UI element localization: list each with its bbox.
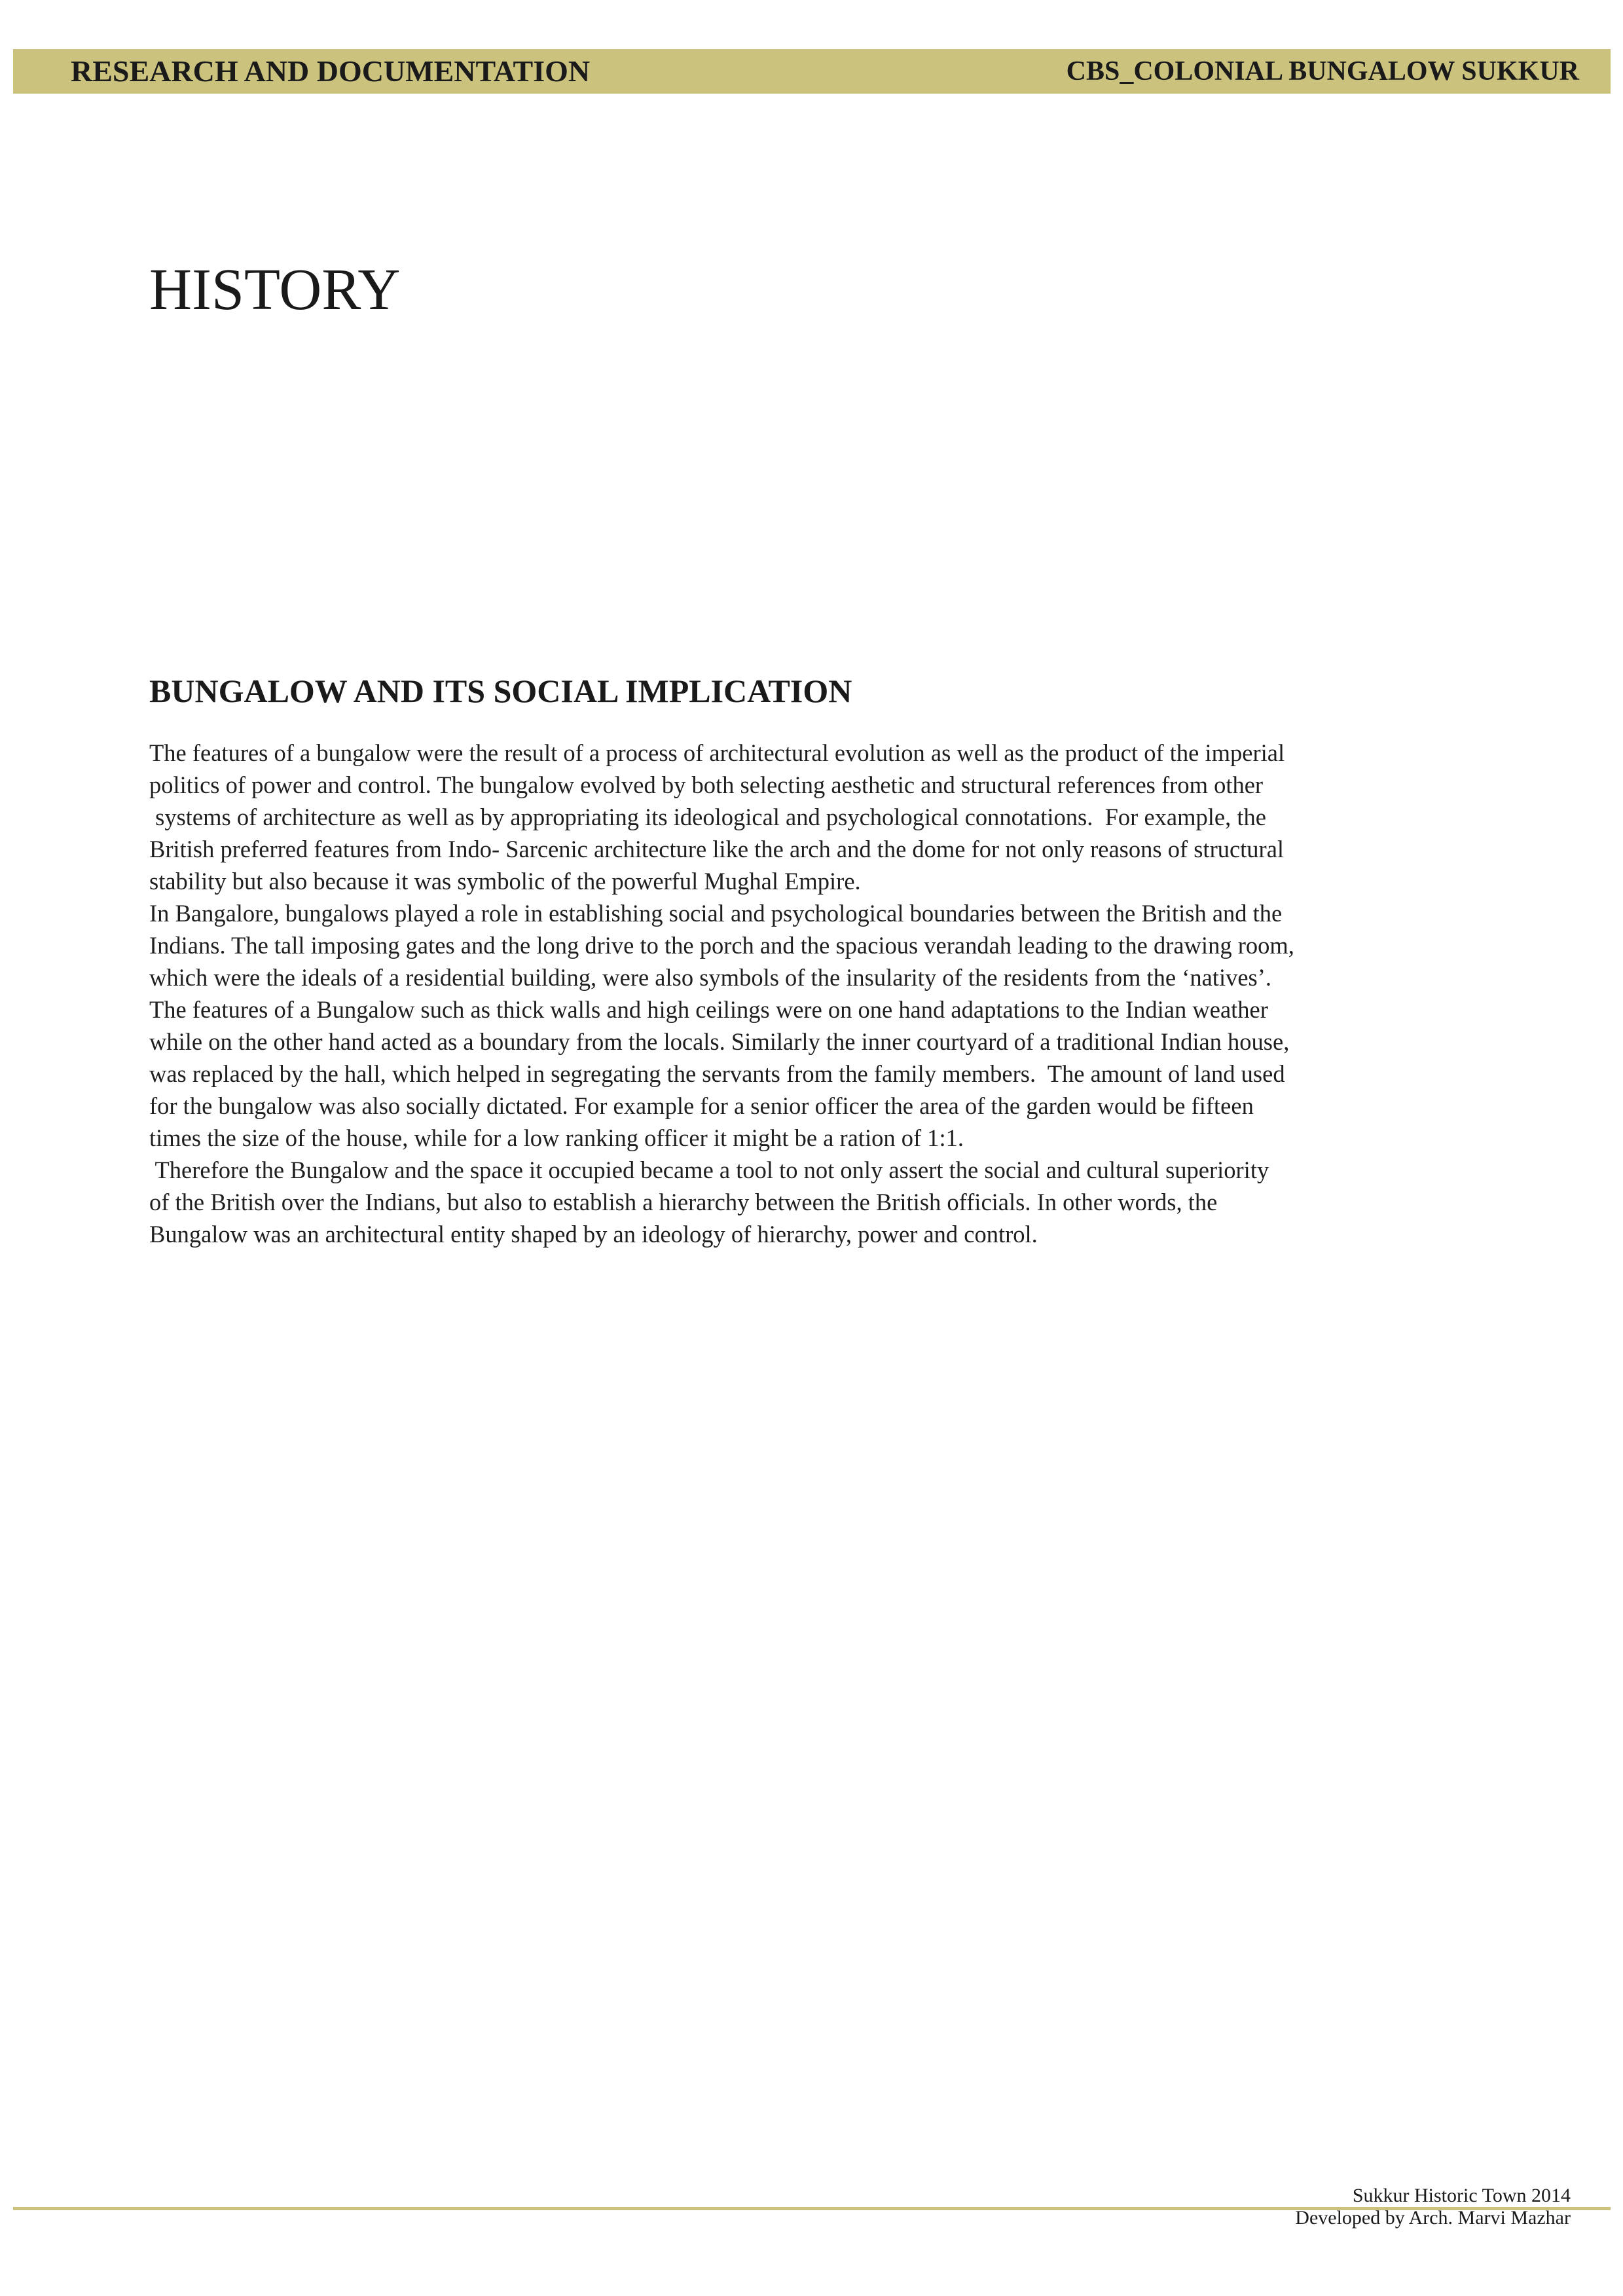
page-title: HISTORY xyxy=(149,257,401,322)
header-left-title: RESEARCH AND DOCUMENTATION xyxy=(71,54,591,88)
body-line: of the British over the Indians, but also to establish a hierarchy between the British officials. In other words, the xyxy=(149,1189,1218,1215)
body-line: The features of a Bungalow such as thick walls and high ceilings were on one hand adaptations to the Indian weather xyxy=(149,996,1268,1023)
body-line: times the size of the house, while for a low ranking officer it might be a ration of 1:1. xyxy=(149,1124,964,1151)
body-line: stability but also because it was symbolic of the powerful Mughal Empire. xyxy=(149,868,861,895)
body-line: Therefore the Bungalow and the space it occupied became a tool to not only assert the social and cultural superiority xyxy=(149,1157,1269,1183)
body-line: The features of a bungalow were the result of a process of architectural evolution as well as the product of the imperial xyxy=(149,739,1285,766)
body-line: Indians. The tall imposing gates and the long drive to the porch and the spacious verandah leading to the drawing room, xyxy=(149,932,1294,959)
body-line: In Bangalore, bungalows played a role in establishing social and psychological boundaries between the British and the xyxy=(149,900,1283,927)
footer-line-project: Sukkur Historic Town 2014 xyxy=(1352,2185,1571,2206)
body-line: politics of power and control. The bungalow evolved by both selecting aesthetic and structural references from other xyxy=(149,771,1264,798)
body-line: while on the other hand acted as a boundary from the locals. Similarly the inner courtyard of a traditional Indian house, xyxy=(149,1028,1290,1055)
body-line: for the bungalow was also socially dictated. For example for a senior officer the area of the garden would be fifteen xyxy=(149,1092,1254,1119)
header-band xyxy=(13,49,1611,94)
body-paragraph xyxy=(149,737,1459,1250)
footer-credits xyxy=(1295,2185,1571,2229)
body-line: Bungalow was an architectural entity shaped by an ideology of hierarchy, power and control. xyxy=(149,1221,1038,1248)
body-line: was replaced by the hall, which helped in segregating the servants from the family members. The amount of land used xyxy=(149,1060,1285,1087)
section-heading: BUNGALOW AND ITS SOCIAL IMPLICATION xyxy=(149,673,852,709)
header-right-title: CBS_COLONIAL BUNGALOW SUKKUR xyxy=(1066,56,1579,86)
footer-line-author: Developed by Arch. Marvi Mazhar xyxy=(1295,2207,1571,2229)
body-line: systems of architecture as well as by appropriating its ideological and psychological connotations. For example, the xyxy=(149,804,1266,830)
body-line: British preferred features from Indo- Sarcenic architecture like the arch and the dome for not only reasons of structural xyxy=(149,836,1285,862)
body-line: which were the ideals of a residential building, were also symbols of the insularity of the residents from the ‘natives’. xyxy=(149,964,1272,991)
